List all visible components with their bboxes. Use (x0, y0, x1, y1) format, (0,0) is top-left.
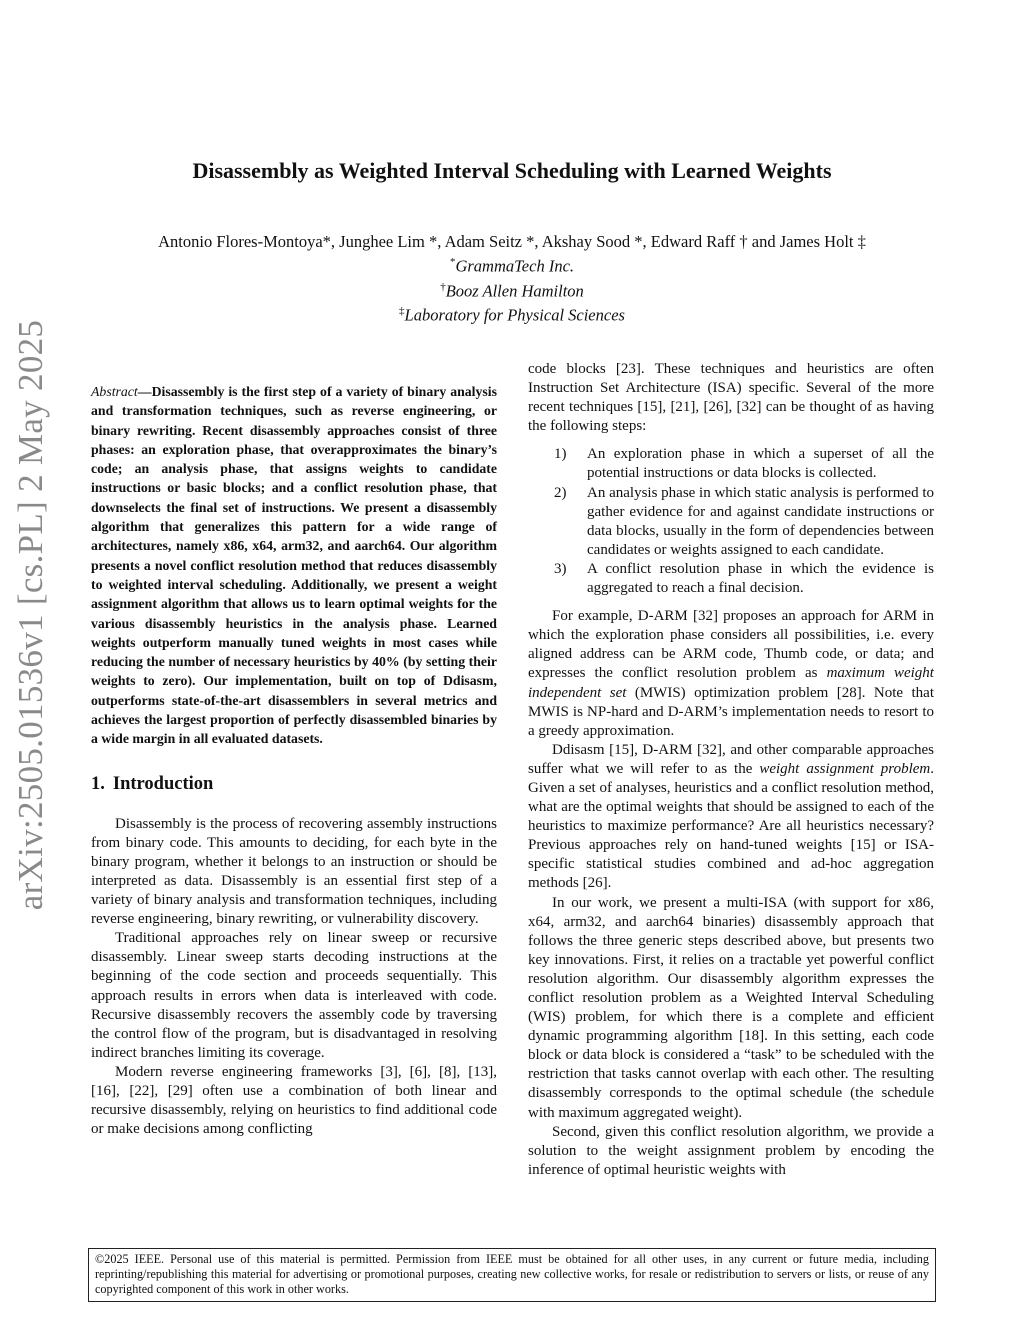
list-item-text: A conflict resolution phase in which the evidence is aggregated to reach a final decision. (587, 560, 934, 597)
section-title: Introduction (112, 773, 214, 794)
abstract (91, 382, 497, 749)
right-paragraph-5: Second, given this conflict resolution algorithm, we provide a solution to the weight assignment problem by encoding the inference of optimal heuristic weights with (528, 1123, 934, 1178)
affiliation-2 (0, 277, 1024, 302)
affiliation-3 (0, 301, 1024, 326)
affiliation-3-mark: ‡ (399, 305, 405, 317)
right-paragraph-4: In our work, we present a multi-ISA (with support for x86, x64, arm32, and aarch64 binaries) disassembly approach that follows the three generic steps described above, but presents two key innovations. First, it relies on a tractable yet powerful conflict resolution algorithm. Our disassembly algorithm expresses the conflict resolution problem as a Weighted Interval Scheduling (WIS) problem, for which there is a complete and efficient dynamic programming algorithm [18]. In this setting, each code block or data block is considered a “task” to be scheduled with the restriction that tasks cannot overlap with each other. The resulting disassembly corresponds to the optimal schedule (the schedule with maximum aggregated weight). (528, 894, 934, 1121)
right-paragraph-1: code blocks [23]. These techniques and heuristics are often Instruction Set Architecture (ISA) specific. Several of the more recent techniques [15], [21], [26], [32] can be thought of as having the following steps: (528, 361, 934, 435)
list-item (528, 445, 934, 483)
paper-title: Disassembly as Weighted Interval Scheduling with Learned Weights (192, 158, 832, 183)
copyright-notice (88, 1248, 936, 1302)
copyright-text: ©2025 IEEE. Personal use of this material is permitted. Permission from IEEE must be obtained for all other uses, in any current or future media, including reprinting/republishing this material for advertising or promotional purposes, creating new collective works, for resale or redistribution to servers or lists, or reuse of any copyrighted component of this work in other works. (95, 1252, 929, 1296)
intro-paragraph-3: Modern reverse engineering frameworks [3], [6], [8], [13], [16], [22], [29] often use a combination of both linear and recursive disassembly, relying on heuristics to find additional code or make decisions among conflicting (91, 1063, 497, 1138)
section-heading-introduction (91, 775, 497, 794)
arxiv-identifier-stamp (2, 319, 60, 911)
list-item-text: An analysis phase in which static analysis is performed to gather evidence for and against candidate instructions or data blocks, usually in the form of dependencies between candidates or weights assigned to each candidate. (587, 484, 935, 558)
list-item (528, 484, 934, 560)
affiliation-1-mark: * (449, 256, 456, 268)
affiliation-1 (0, 252, 1024, 277)
right-column (528, 360, 934, 1180)
right-paragraph-3-part-2: . Given a set of analyses, heuristics and a conflict resolution method, what are the optimal weights that should be assigned to each of the heuristics to maximize performance? Are all heuristics necessary? Previous approaches rely on hand-tuned weights [15] or ISA-specific statistical studies combined and ad-hoc aggregation methods [26]. (528, 760, 934, 892)
intro-paragraph-2: Traditional approaches rely on linear sweep or recursive disassembly. Linear sweep starts decoding instructions at the beginning of the code section and proceeds sequentially. This approach results in errors when data is interleaved with code. Recursive disassembly recovers the assembly code by traversing the control flow of the program, but is disadvantaged in resolving indirect branches limiting its coverage. (91, 930, 497, 1061)
abstract-text: —Disassembly is the first step of a variety of binary analysis and transformation techniques, such as reverse engineering, or binary rewriting. Recent disassembly approaches consist of three phases: an exploration phase, that overapproximates the binary’s code; an analysis phase, that assigns weights to candidate instructions or basic blocks; and a conflict resolution phase, that downselects the final set of instructions. We present a disassembly algorithm that generalizes this pattern for a wide range of architectures, namely x86, x64, arm32, and aarch64. Our algorithm presents a novel conflict resolution method that reduces disassembly to weighted interval scheduling. Additionally, we present a weight assignment algorithm that allows us to learn optimal weights for the various disassembly heuristics in the analysis phase. Learned weights outperform manually tuned weights in most cases while reducing the number of necessary heuristics by 40% (by setting their weights to zero). Our implementation, built on top of Ddisasm, outperforms state-of-the-art disassemblers in several metrics and achieves the largest proportion of perfectly disassembled binaries by a wide margin in all evaluated datasets. (91, 384, 497, 747)
left-column (91, 360, 497, 1139)
affiliation-2-mark: † (440, 280, 446, 293)
author-block (0, 231, 1024, 326)
right-paragraph-2-emphasis: maximum weight independent set (528, 665, 934, 701)
right-paragraph-3-emphasis: weight assignment problem (759, 760, 931, 777)
right-paragraph-2 (528, 607, 934, 741)
section-number: 1. (91, 773, 105, 794)
affiliation-1-name: GrammaTech Inc. (455, 256, 575, 276)
intro-paragraph-1: Disassembly is the process of recovering assembly instructions from binary code. This amounts to deciding, for each byte in the binary program, whether it belongs to an instruction or should be interpreted as data. Disassembly is an essential first step of a variety of binary analysis and transformation techniques, including reverse engineering, binary rewriting, or vulnerability discovery. (91, 815, 497, 928)
list-item-number: 2) (554, 484, 567, 501)
author-list: Antonio Flores-Montoya*, Junghee Lim *, Adam Seitz *, Akshay Sood *, Edward Raff † and James Holt ‡ (158, 232, 866, 251)
list-item-number: 1) (554, 446, 567, 463)
phase-list (528, 445, 934, 598)
right-paragraph-3 (528, 741, 934, 894)
list-item-text: An exploration phase in which a superset of all the potential instructions or data blocks is collected. (587, 446, 934, 482)
list-item-number: 3) (554, 560, 567, 577)
affiliation-3-name: Laboratory for Physical Sciences (404, 305, 625, 325)
affiliation-2-name: Booz Allen Hamilton (445, 281, 584, 300)
abstract-label: Abstract (91, 384, 138, 399)
right-paragraph-3-part-1: Ddisasm [15], D-ARM [32], and other comparable approaches suffer what we will refer to as the (528, 741, 934, 777)
right-paragraph-2-part-2: (MWIS) optimization problem [28]. Note that MWIS is NP-hard and D-ARM’s implementation needs to resort to a greedy approximation. (528, 684, 934, 739)
arxiv-id-text: arXiv:2505.01536v1 [cs.PL] 2 May 2025 (11, 319, 51, 911)
right-paragraph-2-part-1: For example, D-ARM [32] proposes an approach for ARM in which the exploration phase considers all possibilities, i.e. every aligned address can be ARM code, Thumb code, or data; and expresses the conflict resolution problem as (528, 608, 934, 682)
list-item (528, 560, 934, 598)
